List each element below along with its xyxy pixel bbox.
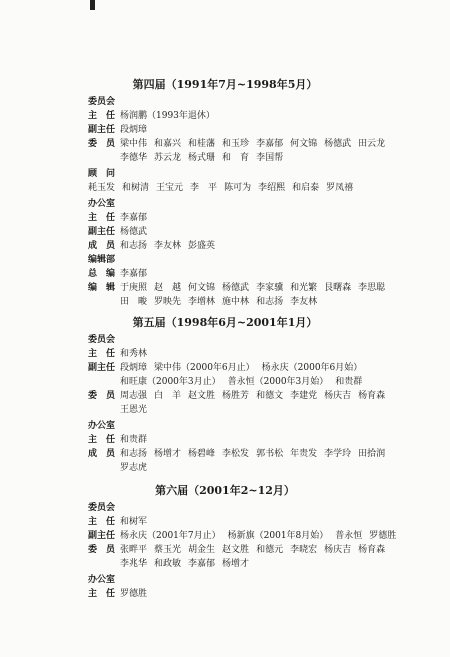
s4-member: 何文锦 [290, 139, 318, 149]
s6-vice: 杨永庆（2001年7月止） [120, 531, 221, 541]
s5-office-members-row-1 [88, 448, 438, 460]
s5-office-chair: 和贵群 [120, 435, 148, 445]
s5-chair-role: 主 任 [88, 349, 116, 359]
s4-vice-row [88, 124, 438, 136]
s4-office-members-role: 成 员 [88, 241, 116, 251]
s5-vice: 和贵群 [335, 377, 363, 387]
s6-office-chair-role: 主 任 [88, 589, 116, 599]
s5-office-member: 田拾润 [358, 449, 386, 459]
s4-advisor: 陈可为 [224, 183, 252, 193]
s6-members-row-2 [88, 558, 438, 570]
s4-editor: 何文锦 [188, 283, 216, 293]
s5-member: 赵文胜 [188, 391, 216, 401]
s4-member: 李德华 [120, 153, 148, 163]
s5-office-member: 李学玲 [324, 449, 352, 459]
s4-members-row-1 [88, 138, 438, 150]
s4-office-chair-row [88, 212, 438, 224]
s4-member: 田云龙 [358, 139, 386, 149]
s4-editor: 杨德武 [222, 283, 250, 293]
s5-vice: 杨永庆（2000年6月始） [261, 363, 363, 373]
s4-member: 杨式珊 [188, 153, 216, 163]
s6-member: 和德元 [256, 545, 284, 555]
s5-office-member: 和志扬 [120, 449, 148, 459]
s4-chair: 杨润鹏（1993年退休） [120, 111, 215, 121]
s6-member: 李兆华 [120, 559, 148, 569]
s6-member: 张畔平 [120, 545, 148, 555]
s6-vice: 普永恒 [335, 531, 363, 541]
s5-committee-label: 委员会 [88, 335, 116, 345]
s4-member: 和嘉兴 [154, 139, 182, 149]
s6-member: 赵文胜 [222, 545, 250, 555]
s5-office-member: 李松发 [222, 449, 250, 459]
s5-office-member: 年贵发 [290, 449, 318, 459]
top-edge-mark [90, 0, 95, 10]
s5-office-members-role: 成 员 [88, 449, 116, 459]
s5-office-chair-role: 主 任 [88, 435, 116, 445]
s4-editors-row-1 [88, 282, 438, 294]
s4-advisor-label: 顾 问 [88, 169, 116, 179]
s6-chair-role: 主 任 [88, 517, 116, 527]
section-4-title: 第四届（1991年7月~1998年5月） [132, 78, 318, 91]
s5-member: 杨胜芳 [222, 391, 250, 401]
s4-advisor: 王宝元 [156, 183, 184, 193]
s5-office-members-row-2 [88, 462, 438, 474]
s4-editor: 于庚照 [120, 283, 148, 293]
s4-editor: 赵 越 [154, 283, 182, 293]
s4-advisor: 李 平 [190, 183, 218, 193]
s5-member: 李建党 [290, 391, 318, 401]
s5-office-chair-row [88, 434, 438, 446]
s4-chair-row [88, 110, 438, 122]
s4-advisor: 李绍熙 [258, 183, 286, 193]
s6-vice-role: 副主任 [88, 531, 116, 541]
section-6-title: 第六届（2001年2~12月） [155, 484, 295, 497]
s4-office-chair-role: 主 任 [88, 213, 116, 223]
s4-member: 和 育 [222, 153, 250, 163]
s4-office-vice: 杨德武 [120, 227, 148, 237]
s6-vice: 杨新旗（2001年8月始） [227, 531, 329, 541]
s6-chair: 和树军 [120, 517, 148, 527]
s4-editor: 李家骥 [256, 283, 284, 293]
s4-editor: 田 畯 [120, 297, 148, 307]
s4-editor: 李思聪 [358, 283, 386, 293]
s4-member: 李国帮 [256, 153, 284, 163]
s6-member: 李嘉郁 [188, 559, 216, 569]
s4-editor: 李增林 [188, 297, 216, 307]
s5-members-role: 委 员 [88, 391, 116, 401]
s5-office-member: 杨增才 [154, 449, 182, 459]
s6-committee-label: 委员会 [88, 503, 116, 513]
s4-member: 和桂藩 [188, 139, 216, 149]
s4-members-role: 委 员 [88, 139, 116, 149]
s4-advisors-row [88, 182, 438, 194]
s4-member: 李嘉郁 [256, 139, 284, 149]
s5-vice-row-2 [88, 376, 438, 388]
s4-chair-role: 主 任 [88, 111, 116, 121]
s4-chief-row [88, 268, 438, 280]
s5-member: 和德文 [256, 391, 284, 401]
s6-member: 杨庆吉 [324, 545, 352, 555]
s5-vice: 梁中伟（2000年6月止） [154, 363, 255, 373]
s4-members-row-2 [88, 152, 438, 164]
s6-chair-row [88, 516, 438, 528]
s5-vice: 和旺康（2000年3月止） [120, 377, 221, 387]
s4-committee-label: 委员会 [88, 97, 116, 107]
s4-office-member: 和志扬 [120, 241, 148, 251]
s5-office-member: 罗志虎 [120, 463, 148, 473]
s4-editor: 施中林 [222, 297, 250, 307]
s5-member: 王恩光 [120, 405, 148, 415]
s5-vice-row-1 [88, 362, 438, 374]
s6-vice-row [88, 530, 438, 542]
s5-chair: 和秀林 [120, 349, 148, 359]
s5-members-row-2 [88, 404, 438, 416]
s4-editor: 和志扬 [256, 297, 284, 307]
s5-chair-row [88, 348, 438, 360]
s4-member: 和玉珍 [222, 139, 250, 149]
s6-member: 杨育森 [358, 545, 386, 555]
s5-members-row-1 [88, 390, 438, 402]
s5-vice-role: 副主任 [88, 363, 116, 373]
s4-advisor: 和树清 [122, 183, 150, 193]
s4-office-member: 李友林 [154, 241, 182, 251]
section-5-title: 第五届（1998年6月~2001年1月） [132, 316, 318, 329]
s4-chief: 李嘉郁 [120, 269, 148, 279]
s5-vice: 普永恒（2000年3月始） [227, 377, 329, 387]
s4-office-members-row [88, 240, 438, 252]
s5-office-member: 郭书松 [256, 449, 284, 459]
s4-editors-role: 编 辑 [88, 283, 116, 293]
s4-member: 苏云龙 [154, 153, 182, 163]
s6-office-chair: 罗德胜 [120, 589, 148, 599]
s4-office-vice-row [88, 226, 438, 238]
s5-office-label: 办公室 [88, 421, 116, 431]
s6-member: 和政敏 [154, 559, 182, 569]
s6-member: 李晓宏 [290, 545, 318, 555]
s5-office-member: 杨碧峰 [188, 449, 216, 459]
s5-member: 杨庆吉 [324, 391, 352, 401]
s6-vice: 罗德胜 [369, 531, 397, 541]
s6-members-row-1 [88, 544, 438, 556]
s4-chief-role: 总 编 [88, 269, 116, 279]
s4-vice-role: 副主任 [88, 125, 116, 135]
s6-members-role: 委 员 [88, 545, 116, 555]
s4-editor: 李友林 [290, 297, 318, 307]
s4-advisor: 罗凤禧 [326, 183, 354, 193]
s4-editor: 罗映先 [154, 297, 182, 307]
s4-advisor: 和启泰 [292, 183, 320, 193]
s6-office-chair-row [88, 588, 438, 600]
s5-member: 周志强 [120, 391, 148, 401]
s4-editor: 和光繁 [290, 283, 318, 293]
s4-member: 杨德武 [324, 139, 352, 149]
s6-member: 杨增才 [222, 559, 250, 569]
s6-member: 胡金生 [188, 545, 216, 555]
s4-editors-row-2 [88, 296, 438, 308]
s5-member: 白 羊 [154, 391, 182, 401]
s5-vice: 段炳璋 [120, 363, 148, 373]
s4-member: 梁中伟 [120, 139, 148, 149]
s4-vice: 段炳璋 [120, 125, 148, 135]
s4-editor: 艮曙森 [324, 283, 352, 293]
s6-office-label: 办公室 [88, 575, 116, 585]
s4-office-chair: 李嘉郁 [120, 213, 148, 223]
s4-office-label: 办公室 [88, 199, 116, 209]
s4-advisor: 耗玉发 [88, 183, 116, 193]
s6-member: 蔡玉光 [154, 545, 182, 555]
s4-office-vice-role: 副主任 [88, 227, 116, 237]
s5-member: 杨育森 [358, 391, 386, 401]
s4-office-member: 彭盛英 [188, 241, 216, 251]
s4-editorial-label: 编辑部 [88, 255, 116, 265]
